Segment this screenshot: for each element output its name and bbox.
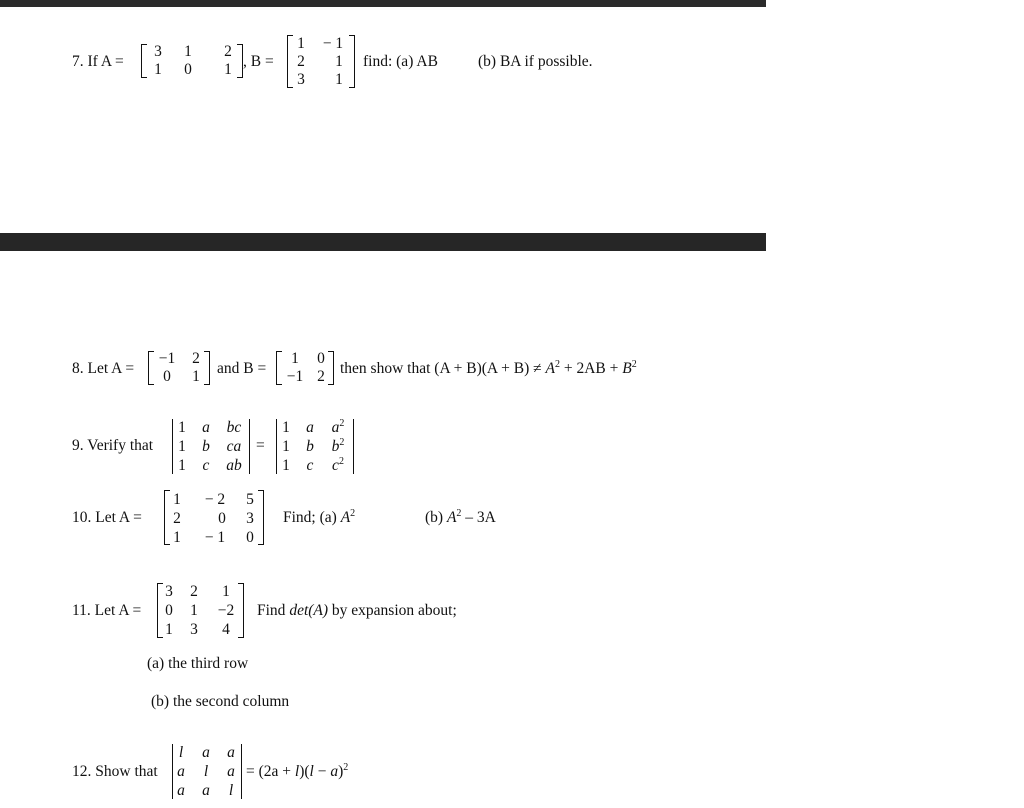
matrix-cell: b (306, 438, 314, 455)
matrix-cell: 1 (165, 621, 173, 638)
matrix-cell: a (227, 763, 235, 780)
matrix-cell: 0 (184, 61, 192, 78)
q9-label: 9. Verify that (72, 437, 154, 454)
matrix-cell: 1 (178, 457, 186, 474)
matrix-cell: 2 (297, 53, 305, 70)
matrix-cell: 2 (173, 510, 181, 527)
matrix-cell: − 1 (204, 529, 226, 546)
q8-a-var: A (545, 360, 555, 377)
matrix-var: a (331, 419, 340, 436)
q10-find-a (283, 507, 356, 526)
matrix-cell: 1 (282, 419, 290, 436)
matrix-cell: ca (226, 438, 242, 455)
q12-rhs-part: − (313, 763, 331, 780)
matrix-cell: 1 (173, 491, 181, 508)
q10-b-prefix: (b) (425, 509, 447, 526)
matrix-cell: 4 (222, 621, 230, 638)
q10-part-b (425, 507, 496, 526)
q11-find: Find (257, 602, 290, 619)
matrix-cell: 3 (165, 583, 173, 600)
matrix-cell: 2 (192, 350, 200, 367)
q11-rest: by expansion about; (328, 602, 457, 619)
matrix-cell: 1 (282, 438, 290, 455)
matrix-cell: l (178, 744, 184, 761)
section-divider-bar (0, 233, 766, 251)
exponent: 2 (339, 417, 345, 429)
matrix-cell: 1 (282, 457, 290, 474)
matrix-cell: 3 (246, 510, 254, 527)
q12-rhs-var: a (330, 763, 339, 780)
matrix-cell: 1 (154, 61, 162, 78)
q12-label: 12. Show that (72, 763, 158, 780)
matrix-cell: bc (226, 419, 242, 436)
matrix-cell: 3 (190, 621, 198, 638)
matrix-cell: c (306, 457, 314, 474)
q10-matrix-a (164, 490, 264, 545)
matrix-cell: 1 (297, 35, 305, 52)
q12-rhs-var: l (294, 763, 300, 780)
matrix-cell: 1 (192, 368, 200, 385)
matrix-cell: a (177, 763, 185, 780)
exponent: 2 (339, 436, 345, 448)
matrix-cell: 0 (246, 529, 254, 546)
top-divider-bar (0, 0, 766, 7)
matrix-cell: a (202, 744, 210, 761)
exponent: 2 (456, 507, 462, 519)
matrix-cell: l (203, 763, 209, 780)
exponent: 2 (350, 507, 356, 519)
q11-part-a: (a) the third row (147, 655, 249, 672)
matrix-cell: 0 (317, 350, 325, 367)
q9-determinant-left (172, 419, 250, 474)
q10-find-text: Find; (a) (283, 509, 341, 526)
exponent: 2 (555, 358, 560, 370)
exponent: 2 (631, 358, 637, 370)
matrix-cell: −1 (158, 350, 176, 367)
q8-statement (340, 358, 637, 377)
q10-a-var: A (340, 509, 351, 526)
matrix-cell: 1 (173, 529, 181, 546)
q9-equals: = (256, 437, 265, 454)
matrix-cell: ab (226, 457, 242, 474)
q7-matrix-a (141, 44, 243, 78)
matrix-cell: c (202, 457, 210, 474)
q12-rhs-part: ) (338, 763, 344, 780)
q8-b-var: B (622, 360, 632, 377)
matrix-cell: l (228, 782, 234, 799)
exponent: 2 (343, 761, 349, 773)
matrix-cell (326, 455, 350, 474)
matrix-cell: 0 (165, 602, 173, 619)
matrix-cell: 1 (178, 438, 186, 455)
exponent: 2 (338, 455, 344, 467)
q11-part-b: (b) the second column (151, 693, 290, 710)
q8-matrix-a (148, 351, 210, 385)
q12-rhs-var: l (309, 763, 314, 780)
q11-find-text (257, 603, 457, 619)
q12-rhs-part: = (2a + (246, 763, 295, 780)
matrix-cell: 1 (178, 419, 186, 436)
q8-and-b-label: and B = (217, 360, 267, 377)
q7-label: 7. If A = (72, 53, 124, 70)
q11-label: 11. Let A = (72, 602, 142, 619)
q7-part-b-text: (b) BA if possible. (478, 53, 593, 70)
q7-matrix-b (287, 35, 355, 88)
matrix-cell: 1 (224, 61, 232, 78)
matrix-cell (326, 436, 350, 455)
matrix-cell: 2 (190, 583, 198, 600)
matrix-var: c (332, 457, 339, 474)
matrix-cell: 1 (222, 583, 230, 600)
q11-det: det(A) (289, 602, 329, 619)
matrix-cell: a (177, 782, 185, 799)
matrix-cell: −2 (217, 602, 235, 619)
matrix-cell: 1 (184, 43, 192, 60)
q10-b-var: A (446, 509, 457, 526)
q7-find-text: find: (a) AB (363, 53, 438, 70)
matrix-cell: 2 (224, 43, 232, 60)
matrix-cell: a (306, 419, 314, 436)
q12-rhs-part: )( (299, 763, 310, 780)
q7-b-label: , B = (243, 53, 274, 70)
matrix-cell: 0 (218, 510, 226, 527)
q10-b-suffix: – 3A (461, 509, 496, 526)
q9-determinant-right (276, 419, 354, 474)
matrix-cell: − 1 (322, 35, 344, 52)
q12-rhs (246, 761, 349, 780)
matrix-cell: 3 (154, 43, 162, 60)
matrix-cell: 1 (335, 53, 343, 70)
matrix-cell: b (202, 438, 210, 455)
matrix-cell: −1 (286, 368, 304, 385)
matrix-cell: 0 (163, 368, 171, 385)
q12-determinant (172, 744, 242, 799)
matrix-cell (326, 417, 350, 436)
q8-text: then show that (A + B)(A + B) ≠ (340, 360, 546, 377)
matrix-cell: a (227, 744, 235, 761)
q8-mid-text: + 2AB + (560, 360, 623, 377)
matrix-cell: 1 (190, 602, 198, 619)
matrix-cell: − 2 (204, 491, 226, 508)
matrix-var: b (331, 438, 340, 455)
q10-label: 10. Let A = (72, 509, 142, 526)
matrix-cell: 5 (246, 491, 254, 508)
matrix-cell: a (202, 419, 210, 436)
q8-matrix-b (276, 351, 334, 385)
matrix-cell: 1 (335, 71, 343, 88)
matrix-cell: 2 (317, 368, 325, 385)
matrix-cell: 3 (297, 71, 305, 88)
matrix-cell: 1 (291, 350, 299, 367)
q11-matrix-a (157, 583, 244, 638)
q8-label: 8. Let A = (72, 360, 135, 377)
matrix-cell: a (202, 782, 210, 799)
